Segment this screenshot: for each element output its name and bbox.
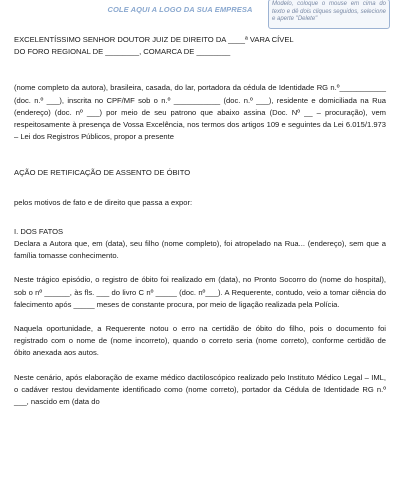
court-address-line-2: DO FORO REGIONAL DE ________, COMARCA DE ________ xyxy=(14,47,231,57)
petition-document xyxy=(14,34,386,408)
court-address-line-1: EXCELENTÍSSIMO SENHOR DOUTOR JUIZ DE DIREITO DA ____ª VARA CÍVEL xyxy=(14,35,294,44)
facts-paragraph-3: Naquela oportunidade, a Requerente notou o erro na certidão de óbito do filho, pois o documento foi registrado com o nome de (nome incorreto), quando o correto seria (nome correto), conforme certidão de óbito anexada aos autos. xyxy=(14,324,386,358)
template-instruction-note: Modelo, coloque o mouse em cima do texto e dê dois cliques seguidos, selecione e aperte "Delete" xyxy=(268,0,390,29)
motives-intro: pelos motivos de fato e de direito que passa a expor: xyxy=(14,197,193,207)
section-title: I. DOS FATOS xyxy=(14,226,64,236)
plaintiff-qualification: (nome completo da autora), brasileira, casada, do lar, portadora da cédula de Identidade RG n.º___________ (doc. n.º ___), inscrita no CPF/MF sob o n.º ___________ (doc. n.º ___), residente e domiciliada na Rua (endereço) (doc. nº ___) por meio de seu patrono que abaixo assina (Doc. Nº __ – procuração), vem respeitosamente à presença de Vossa Excelência, nos termos dos artigos 109 e seguintes da Lei 6.015/1.973 – Lei dos Registros Públicos, propor a presente xyxy=(14,83,386,142)
logo-placeholder: COLE AQUI A LOGO DA SUA EMPRESA xyxy=(107,5,253,14)
action-title: AÇÃO DE RETIFICAÇÃO DE ASSENTO DE ÓBITO xyxy=(14,168,191,178)
facts-paragraph-4: Neste cenário, após elaboração de exame médico dactiloscópico realizado pelo Instituto Médico Legal – IML, o cadáver restou devidamente identificado como (nome correto), portador da Cédula de Identidade RG n.º ___, nascido em (data do xyxy=(14,372,386,407)
facts-paragraph-2: Neste trágico episódio, o registro de óbito foi realizado em (data), no Pronto Socorro do (nome do hospital), sob o nº ______, às fls. ___ do livro C nº _____ (doc. nº___). A Requerente, contudo, veio a tomar ciência do falecimento após _____ meses de constante procura, por meio de ligação realizada pela Polícia. xyxy=(14,275,386,309)
facts-paragraph-1: Declara a Autora que, em (data), seu filho (nome completo), foi atropelado na Rua... (endereço), sem que a família tomasse conhecimento. xyxy=(14,239,386,261)
